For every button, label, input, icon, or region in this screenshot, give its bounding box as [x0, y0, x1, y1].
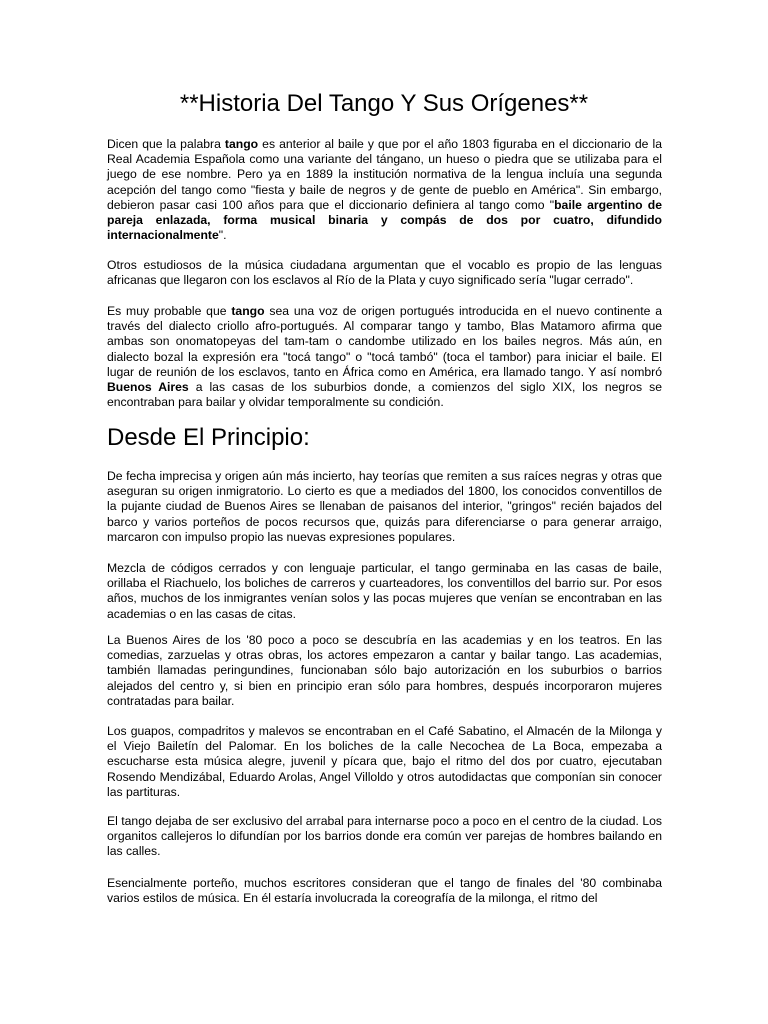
p3-text-d: a las casas de los suburbios donde, a comienzos del siglo XIX, los negros se encontraban para bailar y olvidar temporalmente su condición.	[107, 380, 662, 410]
p3-text-c: sea una voz de origen portugués introducida en el nuevo continente a través del dialecto criollo afro-portugués. Al comparar tango y tambo, Blas Matamoro afirma que ambas son onomatopeyas del tam-tam o candombe utilizado en los bailes negros. Más aún, en dialecto bozal la expresión era "tocá tango" o "tocá tambó" (toca el tambor) para iniciar el baile. El lugar de reunión de los esclavos, tanto en África como en América, era llamado tango. Y así nombró	[107, 304, 663, 379]
p3-bold-tango: tango	[231, 304, 265, 318]
p1-bold-tango: tango	[224, 137, 259, 151]
paragraph-arrabal: El tango dejaba de ser exclusivo del arrabal para internarse poco a poco en el centro de la ciudad. Los organitos callejeros lo difundían por los barrios donde era común ver parejas de hombres bailando en las calles.	[107, 814, 662, 859]
paragraph-portuguese-origin	[107, 304, 662, 410]
p1-text-d: ".	[218, 228, 227, 243]
p1-text-a: Dicen que la palabra	[107, 137, 225, 151]
p1-bold-definition: baile argentino de pareja enlazada, forma musical binaria y compás de dos por cuatro, difundido internacionalmente	[107, 197, 662, 243]
section-heading: Desde El Principio:	[107, 424, 310, 451]
p3-bold-buenos-aires: Buenos Aires	[107, 380, 189, 395]
paragraph-eighties: La Buenos Aires de los '80 poco a poco se descubría en las academias y en los teatros. En las comedias, zarzuelas y otras obras, los actores empezaron a cantar y bailar tango. Las academias, también llamadas peringundines, funcionaban sólo bajo autorización en los suburbios o barrios alejados del centro y, si bien en principio eran sólo para hombres, después incorporaron mujeres contratadas para bailar.	[107, 633, 662, 708]
paragraph-guapos: Los guapos, compadritos y malevos se encontraban en el Café Sabatino, el Almacén de la Milonga y el Viejo Bailetín del Palomar. En los boliches de la calle Necochea de La Boca, empezaba a escucharse esta música alegre, juvenil y pícara que, bajo el ritmo del dos por cuatro, ejecutaban Rosendo Mendizábal, Eduardo Arolas, Angel Villoldo y otros autodidactas que componían sin conocer las partituras.	[107, 724, 662, 799]
document-title: **Historia Del Tango Y Sus Orígenes**	[179, 90, 589, 117]
p1-text-c: es anterior al baile y que por el año 1803 figuraba en el diccionario de la Real Academia Española como una variante del tángano, un hueso o piedra que se utilizaba para el juego de ese nombre. Pero ya en 1889 la institución normativa de la lengua incluía una segunda acepción del tango como "fiesta y baile de negros y de gente de pueblo en América". Sin embargo, debieron pasar casi 100 años para que el diccionario definiera al tango como "	[107, 137, 662, 212]
paragraph-african-origin: Otros estudiosos de la música ciudadana argumentan que el vocablo es propio de las lenguas africanas que llegaron con los esclavos al Río de la Plata y cuyo significado sería "lugar cerrado".	[107, 258, 662, 288]
paragraph-imprecise-origin: De fecha imprecisa y origen aún más incierto, hay teorías que remiten a sus raíces negras y otras que aseguran su origen inmigratorio. Lo cierto es que a mediados del 1800, los conocidos conventillos de la pujante ciudad de Buenos Aires se llenaban de paisanos del interior, "gringos" recién bajados del barco y varios porteños de pocos recursos que, quizás para diferenciarse o para generar arraigo, marcaron con impulso propio las nuevas expresiones populares.	[107, 469, 662, 544]
paragraph-porteno: Esencialmente porteño, muchos escritores consideran que el tango de finales del '80 combinaba varios estilos de música. En él estaría involucrada la coreografía de la milonga, el ritmo del	[107, 876, 662, 906]
paragraph-mixture: Mezcla de códigos cerrados y con lenguaje particular, el tango germinaba en las casas de baile, orillaba el Riachuelo, los boliches de carreros y cuarteadores, los conventillos del barrio sur. Por esos años, muchos de los inmigrantes venían solos y las pocas mujeres que venían se encontraban en las academias o en las casas de citas.	[107, 561, 662, 621]
paragraph-etymology	[107, 137, 662, 243]
p3-text-a: Es muy probable que	[107, 304, 232, 318]
